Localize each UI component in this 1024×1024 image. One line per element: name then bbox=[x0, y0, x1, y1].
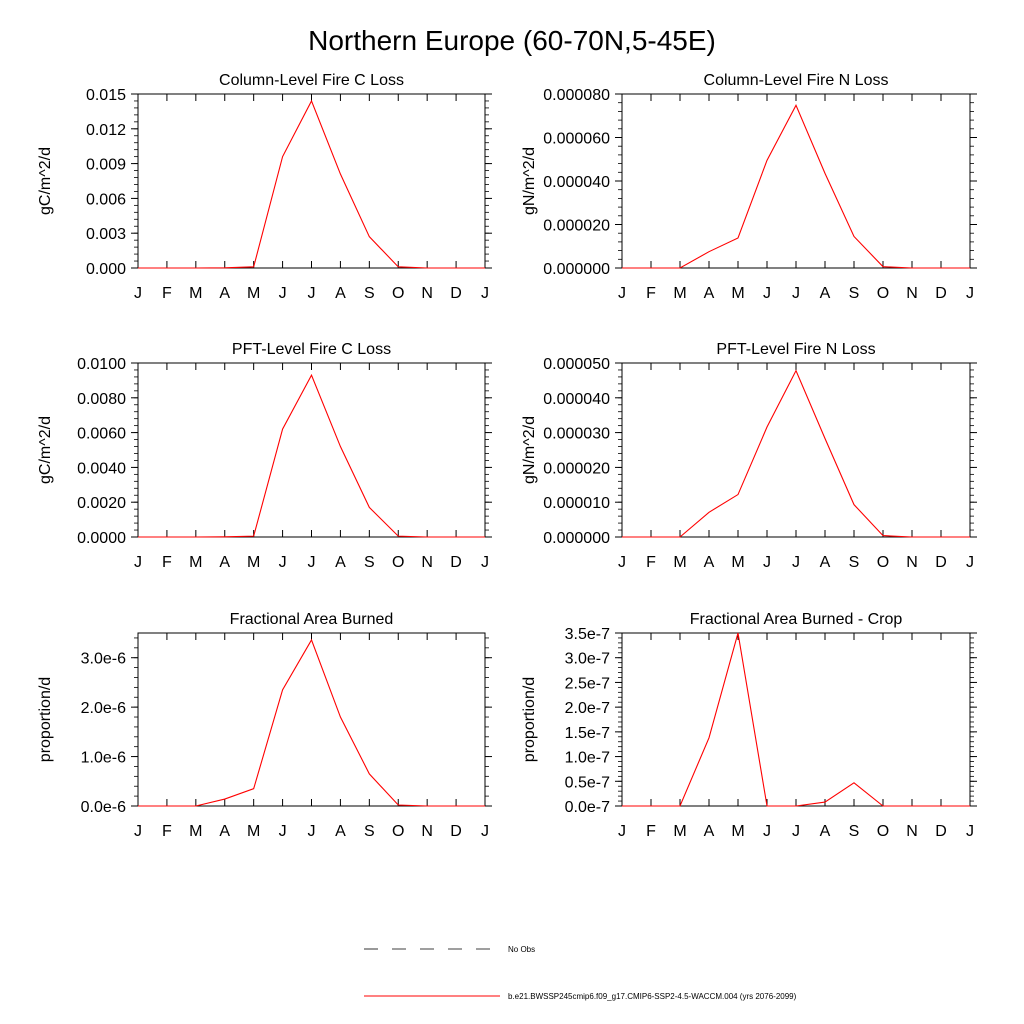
x-tick-label: D bbox=[450, 823, 462, 840]
x-tick-label: N bbox=[906, 554, 918, 571]
x-tick-label: J bbox=[134, 285, 142, 302]
x-tick-label: A bbox=[819, 554, 831, 571]
x-tick-label: J bbox=[792, 554, 800, 571]
y-tick-label: 2.5e-7 bbox=[564, 675, 610, 693]
x-tick-label: A bbox=[335, 554, 346, 571]
x-tick-label: J bbox=[481, 823, 489, 840]
y-tick-label: 0.0e-6 bbox=[80, 799, 126, 816]
x-tick-label: F bbox=[162, 285, 172, 302]
y-tick-label: 0.000060 bbox=[543, 130, 610, 148]
y-tick-label: 2.0e-6 bbox=[80, 700, 126, 718]
y-axis-label: gC/m^2/d bbox=[37, 416, 54, 484]
y-axis-label: proportion/d bbox=[521, 676, 538, 763]
series-line bbox=[622, 633, 970, 806]
y-tick-label: 1.0e-7 bbox=[564, 749, 610, 767]
x-tick-label: J bbox=[278, 823, 287, 840]
chart-title: PFT-Level Fire N Loss bbox=[716, 341, 876, 358]
chart-panel-1 bbox=[37, 72, 492, 302]
x-tick-label: J bbox=[307, 554, 316, 571]
legend-model-label: b.e21.BWSSP245cmip6.f09_g17.CMIP6-SSP2-4.5-WACCM.004 (yrs 2076-2099) bbox=[508, 992, 797, 1001]
x-tick-label: M bbox=[189, 823, 203, 840]
x-tick-label: J bbox=[618, 554, 626, 571]
x-tick-label: A bbox=[703, 823, 715, 840]
chart-panel-6 bbox=[521, 611, 977, 840]
chart-title: Column-Level Fire N Loss bbox=[703, 72, 889, 89]
y-tick-label: 0.0100 bbox=[77, 356, 126, 373]
plot-frame bbox=[622, 363, 970, 537]
y-tick-label: 1.5e-7 bbox=[564, 724, 610, 742]
x-tick-label: O bbox=[392, 554, 405, 571]
y-tick-label: 0.000020 bbox=[543, 217, 610, 235]
y-axis-label: gN/m^2/d bbox=[521, 416, 538, 484]
x-tick-label: F bbox=[646, 823, 656, 840]
x-tick-label: A bbox=[219, 285, 231, 302]
x-tick-label: A bbox=[219, 823, 231, 840]
x-tick-label: M bbox=[189, 285, 203, 302]
x-tick-label: J bbox=[792, 823, 800, 840]
x-tick-label: M bbox=[247, 554, 261, 571]
x-tick-label: S bbox=[363, 823, 375, 840]
x-tick-label: N bbox=[906, 823, 918, 840]
x-tick-label: J bbox=[618, 285, 626, 302]
x-tick-label: M bbox=[731, 823, 745, 840]
chart-title: PFT-Level Fire C Loss bbox=[231, 341, 392, 358]
x-tick-label: J bbox=[134, 554, 142, 571]
x-tick-label: D bbox=[450, 554, 462, 571]
y-tick-label: 3.5e-7 bbox=[564, 626, 610, 643]
x-tick-label: A bbox=[703, 554, 715, 571]
x-tick-label: J bbox=[278, 285, 287, 302]
y-tick-label: 0.000050 bbox=[543, 356, 610, 373]
x-tick-label: J bbox=[307, 823, 316, 840]
chart-panel-5 bbox=[37, 611, 492, 840]
y-tick-label: 0.009 bbox=[85, 156, 126, 174]
plot-frame bbox=[622, 633, 970, 806]
y-tick-label: 0.015 bbox=[85, 87, 126, 104]
chart-panel-2 bbox=[521, 72, 977, 302]
series-line bbox=[622, 371, 970, 537]
y-tick-label: 0.0040 bbox=[77, 460, 126, 478]
series-line bbox=[138, 101, 485, 268]
legend-obs-label: No Obs bbox=[508, 945, 536, 954]
x-tick-label: D bbox=[935, 285, 947, 302]
y-tick-label: 0.0e-7 bbox=[564, 799, 610, 816]
y-axis-label: gN/m^2/d bbox=[521, 147, 538, 215]
chart-title: Fractional Area Burned bbox=[229, 611, 394, 628]
x-tick-label: J bbox=[966, 285, 974, 302]
x-tick-label: S bbox=[848, 285, 860, 302]
x-tick-label: N bbox=[421, 285, 433, 302]
x-tick-label: J bbox=[481, 285, 489, 302]
x-tick-label: O bbox=[876, 554, 890, 571]
x-tick-label: A bbox=[819, 285, 831, 302]
x-tick-label: N bbox=[906, 285, 918, 302]
x-tick-label: A bbox=[819, 823, 831, 840]
y-tick-label: 0.000020 bbox=[543, 460, 610, 478]
y-tick-label: 0.0000 bbox=[77, 530, 126, 547]
x-tick-label: A bbox=[335, 285, 346, 302]
x-tick-label: D bbox=[450, 285, 462, 302]
y-tick-label: 0.000040 bbox=[543, 174, 610, 191]
y-tick-label: 0.012 bbox=[85, 121, 126, 139]
x-tick-label: A bbox=[219, 554, 231, 571]
y-tick-label: 0.000 bbox=[85, 261, 126, 278]
y-tick-label: 0.003 bbox=[85, 226, 126, 244]
plot-frame bbox=[622, 94, 970, 268]
chart-title: Column-Level Fire C Loss bbox=[219, 72, 404, 89]
chart-panel-4 bbox=[521, 341, 977, 571]
panels bbox=[37, 72, 977, 840]
y-axis-label: proportion/d bbox=[37, 676, 54, 763]
x-tick-label: A bbox=[335, 823, 346, 840]
x-tick-label: J bbox=[307, 285, 316, 302]
x-tick-label: M bbox=[673, 285, 687, 302]
y-tick-label: 0.000040 bbox=[543, 390, 610, 408]
x-tick-label: F bbox=[646, 554, 656, 571]
x-tick-label: S bbox=[848, 554, 860, 571]
x-tick-label: A bbox=[703, 285, 715, 302]
x-tick-label: O bbox=[876, 823, 890, 840]
series-line bbox=[138, 375, 485, 537]
y-tick-label: 0.0060 bbox=[77, 425, 126, 443]
x-tick-label: O bbox=[876, 285, 890, 302]
y-tick-label: 0.000010 bbox=[543, 495, 610, 513]
x-tick-label: J bbox=[763, 823, 771, 840]
plot-frame bbox=[138, 633, 485, 806]
y-tick-label: 0.0020 bbox=[77, 495, 126, 513]
plot-frame bbox=[138, 363, 485, 537]
x-tick-label: N bbox=[421, 823, 433, 840]
y-tick-label: 0.000080 bbox=[543, 87, 610, 104]
x-tick-label: M bbox=[189, 554, 203, 571]
x-tick-label: D bbox=[935, 554, 947, 571]
x-tick-label: O bbox=[392, 285, 405, 302]
x-tick-label: S bbox=[363, 554, 375, 571]
x-tick-label: M bbox=[247, 285, 261, 302]
x-tick-label: J bbox=[481, 554, 489, 571]
y-tick-label: 0.000000 bbox=[543, 530, 610, 547]
x-tick-label: F bbox=[162, 823, 172, 840]
page-title: Northern Europe (60-70N,5-45E) bbox=[308, 25, 716, 56]
y-tick-label: 3.0e-7 bbox=[564, 650, 610, 668]
x-tick-label: J bbox=[792, 285, 800, 302]
x-tick-label: J bbox=[966, 823, 974, 840]
x-tick-label: F bbox=[646, 285, 656, 302]
x-tick-label: M bbox=[673, 554, 687, 571]
y-tick-label: 0.006 bbox=[85, 191, 126, 209]
x-tick-label: D bbox=[935, 823, 947, 840]
y-tick-label: 0.0080 bbox=[77, 390, 126, 408]
x-tick-label: N bbox=[421, 554, 433, 571]
x-tick-label: S bbox=[848, 823, 860, 840]
x-tick-label: J bbox=[618, 823, 626, 840]
series-line bbox=[138, 640, 485, 806]
x-tick-label: M bbox=[731, 285, 745, 302]
x-tick-label: M bbox=[731, 554, 745, 571]
y-tick-label: 0.000000 bbox=[543, 261, 610, 278]
y-tick-label: 0.5e-7 bbox=[564, 774, 610, 792]
x-tick-label: O bbox=[392, 823, 405, 840]
x-tick-label: J bbox=[278, 554, 287, 571]
y-tick-label: 1.0e-6 bbox=[80, 749, 126, 767]
legend bbox=[364, 945, 797, 1001]
y-axis-label: gC/m^2/d bbox=[37, 147, 54, 215]
y-tick-label: 2.0e-7 bbox=[564, 700, 610, 718]
x-tick-label: F bbox=[162, 554, 172, 571]
x-tick-label: S bbox=[363, 285, 375, 302]
chart-title: Fractional Area Burned - Crop bbox=[689, 611, 903, 628]
x-tick-label: M bbox=[247, 823, 261, 840]
y-tick-label: 0.000030 bbox=[543, 425, 610, 443]
plot-frame bbox=[138, 94, 485, 268]
x-tick-label: J bbox=[134, 823, 142, 840]
x-tick-label: J bbox=[763, 285, 771, 302]
x-tick-label: J bbox=[966, 554, 974, 571]
y-tick-label: 3.0e-6 bbox=[80, 650, 126, 668]
chart-panel-3 bbox=[37, 341, 492, 571]
x-tick-label: M bbox=[673, 823, 687, 840]
x-tick-label: J bbox=[763, 554, 771, 571]
series-line bbox=[622, 105, 970, 268]
